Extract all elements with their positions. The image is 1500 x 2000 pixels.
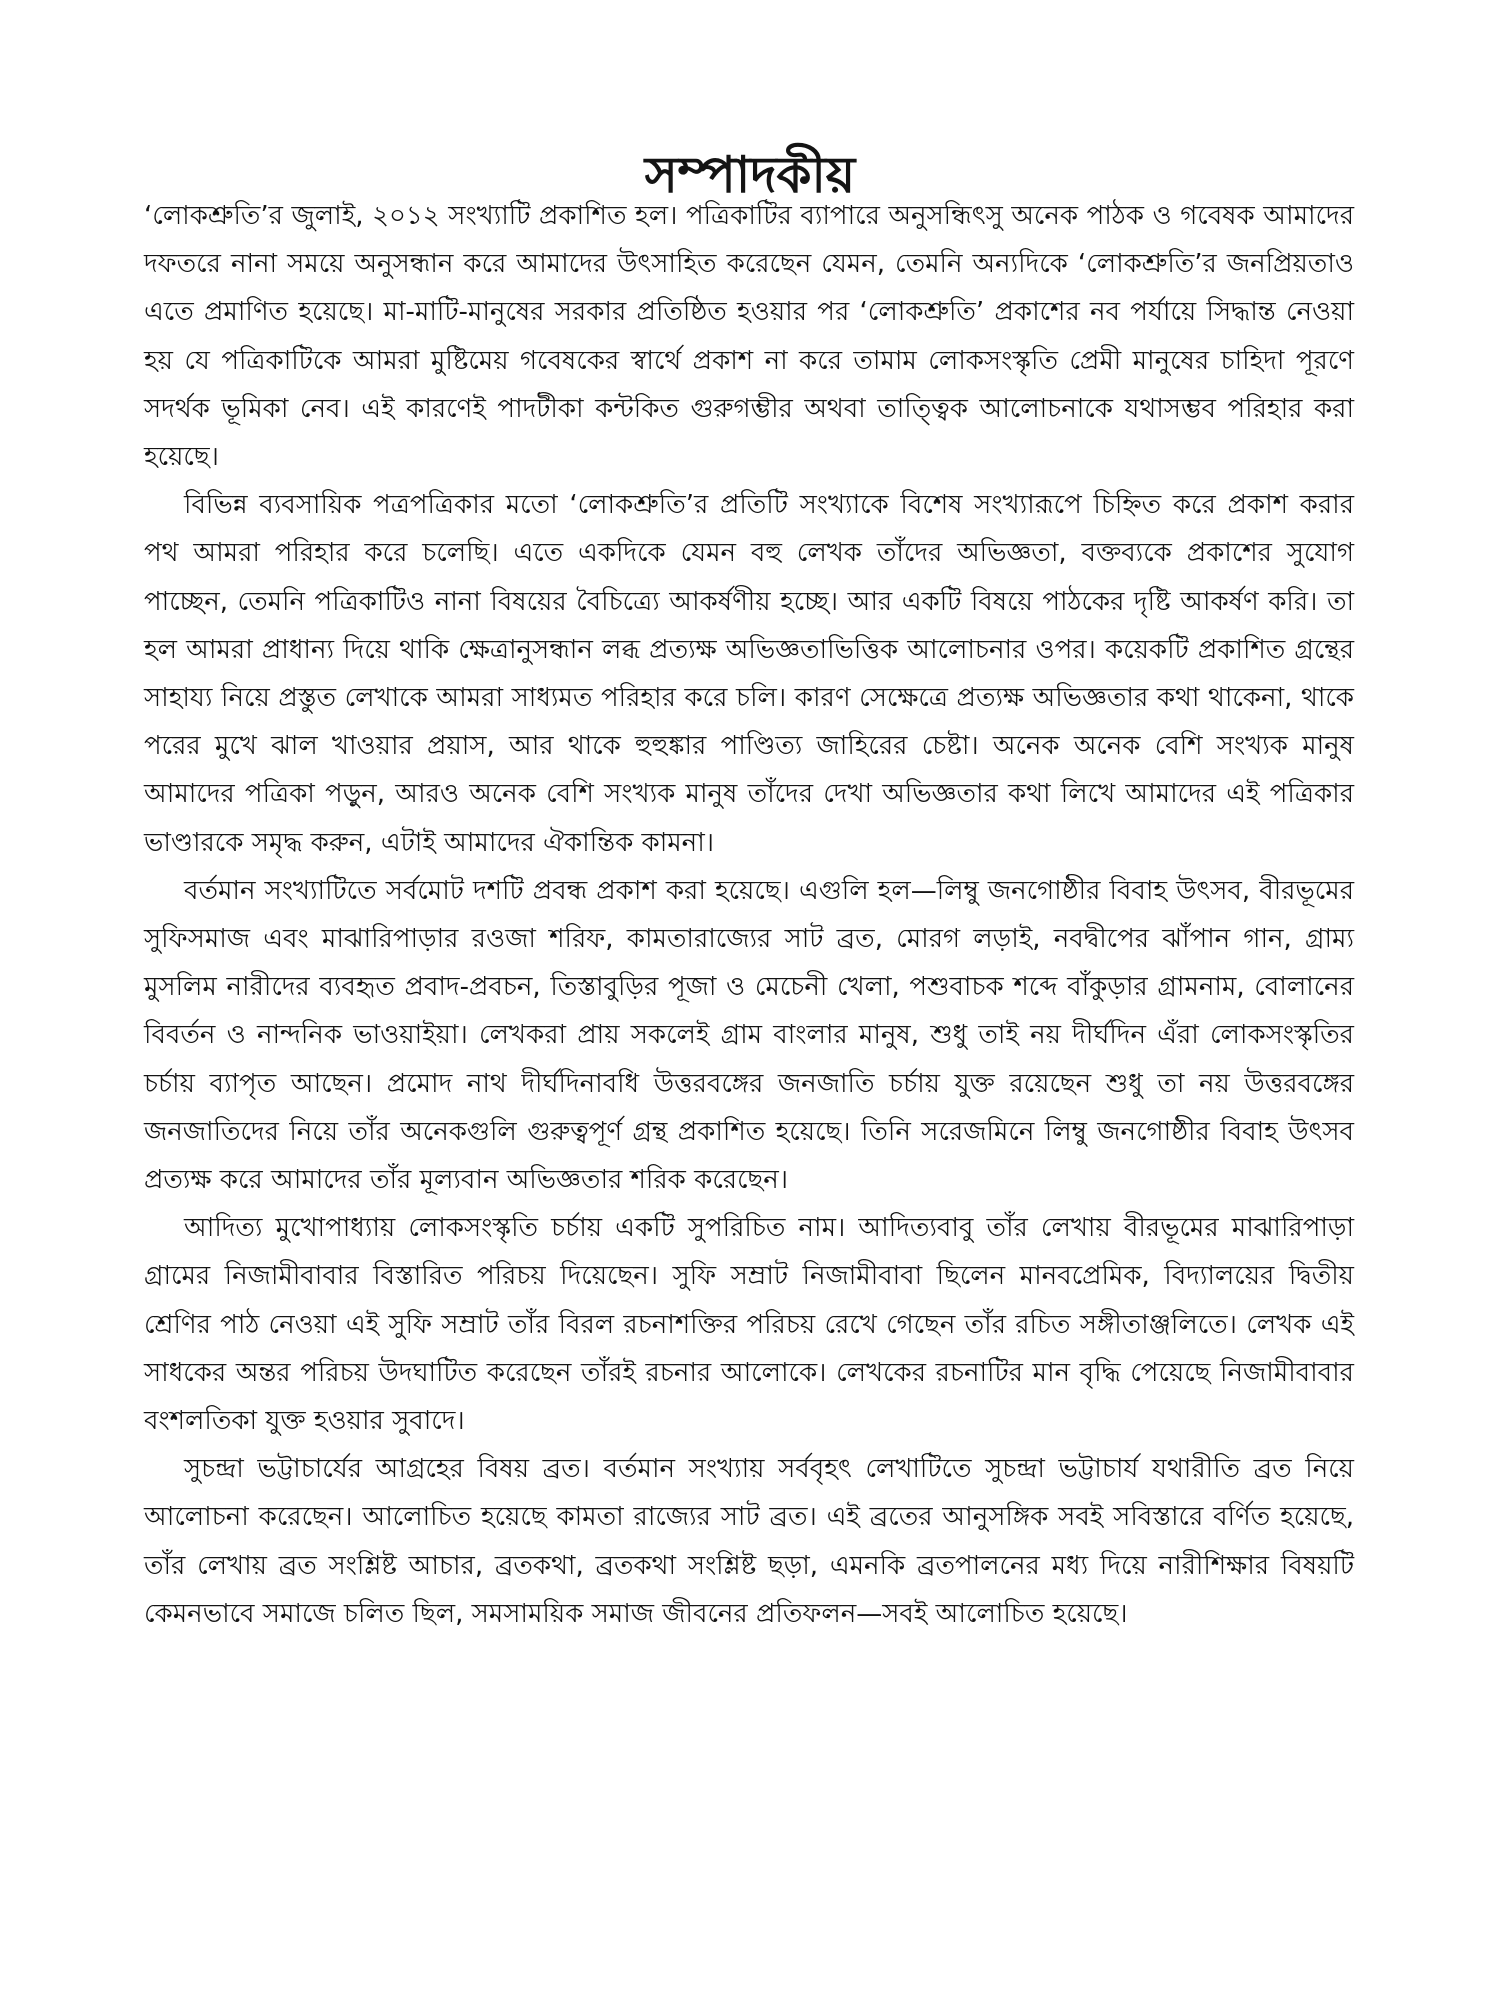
page-title: সম্পাদকীয় (644, 145, 856, 204)
paragraph-5: সুচন্দ্রা ভট্টাচার্যের আগ্রহের বিষয় ব্রত। বর্তমান সংখ্যায় সর্ববৃহৎ লেখাটিতে সুচন্দ্রা ভট্টাচার্য যথারীতি ব্রত নিয়ে আলোচনা করেছেন। আলোচিত হয়েছে কামতা রাজ্যের সাট ব্রত। এই ব্রতের আনুসঙ্গিক সবই সবিস্তারে বর্ণিত হয়েছে, তাঁর লেখায় ব্রত সংশ্লিষ্ট আচার, ব্রতকথা, ব্রতকথা সংশ্লিষ্ট ছড়া, এমনকি ব্রতপালনের মধ্য দিয়ে নারীশিক্ষার বিষয়টি কেমনভাবে সমাজে চলিত ছিল, সমসাময়িক সমাজ জীবনের প্রতিফলন—সবই আলোচিত হয়েছে। (144, 1454, 1354, 1629)
paragraph-1: ‘লোকশ্রুতি’র জুলাই, ২০১২ সংখ্যাটি প্রকাশিত হল। পত্রিকাটির ব্যাপারে অনুসন্ধিৎসু অনেক পাঠক ও গবেষক আমাদের দফতরে নানা সময়ে অনুসন্ধান করে আমাদের উৎসাহিত করেছেন যেমন, তেমনি অন্যদিকে ‘লোকশ্রুতি’র জনপ্রিয়তাও এতে প্রমাণিত হয়েছে। মা-মাটি-মানুষের সরকার প্রতিষ্ঠিত হওয়ার পর ‘লোকশ্রুতি’ প্রকাশের নব পর্যায়ে সিদ্ধান্ত নেওয়া হয় যে পত্রিকাটিকে আমরা মুষ্টিমেয় গবেষকের স্বার্থে প্রকাশ না করে তামাম লোকসংস্কৃতি প্রেমী মানুষের চাহিদা পূরণে সদর্থক ভূমিকা নেব। এই কারণেই পাদটীকা কন্টকিত গুরুগম্ভীর অথবা তাত্ত্বিক আলোচনাকে যথাসম্ভব পরিহার করা হয়েছে। (144, 201, 1354, 473)
editorial-body (144, 192, 1354, 1638)
paragraph-2: বিভিন্ন ব্যবসায়িক পত্রপত্রিকার মতো ‘লোকশ্রুতি’র প্রতিটি সংখ্যাকে বিশেষ সংখ্যারূপে চিহ্নিত করে প্রকাশ করার পথ আমরা পরিহার করে চলেছি। এতে একদিকে যেমন বহু লেখক তাঁদের অভিজ্ঞতা, বক্তব্যকে প্রকাশের সুযোগ পাচ্ছেন, তেমনি পত্রিকাটিও নানা বিষয়ের বৈচিত্র্যে আকর্ষণীয় হচ্ছে। আর একটি বিষয়ে পাঠকের দৃষ্টি আকর্ষণ করি। তা হল আমরা প্রাধান্য দিয়ে থাকি ক্ষেত্রানুসন্ধান লব্ধ প্রত্যক্ষ অভিজ্ঞতাভিত্তিক আলোচনার ওপর। কয়েকটি প্রকাশিত গ্রন্থের সাহায্য নিয়ে প্রস্তুত লেখাকে আমরা সাধ্যমত পরিহার করে চলি। কারণ সেক্ষেত্রে প্রত্যক্ষ অভিজ্ঞতার কথা থাকেনা, থাকে পরের মুখে ঝাল খাওয়ার প্রয়াস, আর থাকে হুহুঙ্কার পাণ্ডিত্য জাহিরের চেষ্টা। অনেক অনেক বেশি সংখ্যক মানুষ আমাদের পত্রিকা পড়ুন, আরও অনেক বেশি সংখ্যক মানুষ তাঁদের দেখা অভিজ্ঞতার কথা লিখে আমাদের এই পত্রিকার ভাণ্ডারকে সমৃদ্ধ করুন, এটাই আমাদের ঐকান্তিক কামনা। (144, 490, 1354, 858)
paragraph-4: আদিত্য মুখোপাধ্যায় লোকসংস্কৃতি চর্চায় একটি সুপরিচিত নাম। আদিত্যবাবু তাঁর লেখায় বীরভূমের মাঝারিপাড়া গ্রামের নিজামীবাবার বিস্তারিত পরিচয় দিয়েছেন। সুফি সম্রাট নিজামীবাবা ছিলেন মানবপ্রেমিক, বিদ্যালয়ের দ্বিতীয় শ্রেণির পাঠ নেওয়া এই সুফি সম্রাট তাঁর বিরল রচনাশক্তির পরিচয় রেখে গেছেন তাঁর রচিত সঙ্গীতাঞ্জলিতে। লেখক এই সাধকের অন্তর পরিচয় উদঘাটিত করেছেন তাঁরই রচনার আলোকে। লেখকের রচনাটির মান বৃদ্ধি পেয়েছে নিজামীবাবার বংশলতিকা যুক্ত হওয়ার সুবাদে। (144, 1213, 1354, 1437)
paragraph-3: বর্তমান সংখ্যাটিতে সর্বমোট দশটি প্রবন্ধ প্রকাশ করা হয়েছে। এগুলি হল—লিম্বু জনগোষ্ঠীর বিবাহ উৎসব, বীরভূমের সুফিসমাজ এবং মাঝারিপাড়ার রওজা শরিফ, কামতারাজ্যের সাট ব্রত, মোরগ লড়াই, নবদ্বীপের ঝাঁপান গান, গ্রাম্য মুসলিম নারীদের ব্যবহৃত প্রবাদ-প্রবচন, তিস্তাবুড়ির পূজা ও মেচেনী খেলা, পশুবাচক শব্দে বাঁকুড়ার গ্রামনাম, বোলানের বিবর্তন ও নান্দনিক ভাওয়াইয়া। লেখকরা প্রায় সকলেই গ্রাম বাংলার মানুষ, শুধু তাই নয় দীর্ঘদিন এঁরা লোকসংস্কৃতির চর্চায় ব্যাপৃত আছেন। প্রমোদ নাথ দীর্ঘদিনাবধি উত্তরবঙ্গের জনজাতি চর্চায় যুক্ত রয়েছেন শুধু তা নয় উত্তরবঙ্গের জনজাতিদের নিয়ে তাঁর অনেকগুলি গুরুত্বপূর্ণ গ্রন্থ প্রকাশিত হয়েছে। তিনি সরেজমিনে লিম্বু জনগোষ্ঠীর বিবাহ উৎসব প্রত্যক্ষ করে আমাদের তাঁর মূল্যবান অভিজ্ঞতার শরিক করেছেন। (144, 875, 1354, 1196)
